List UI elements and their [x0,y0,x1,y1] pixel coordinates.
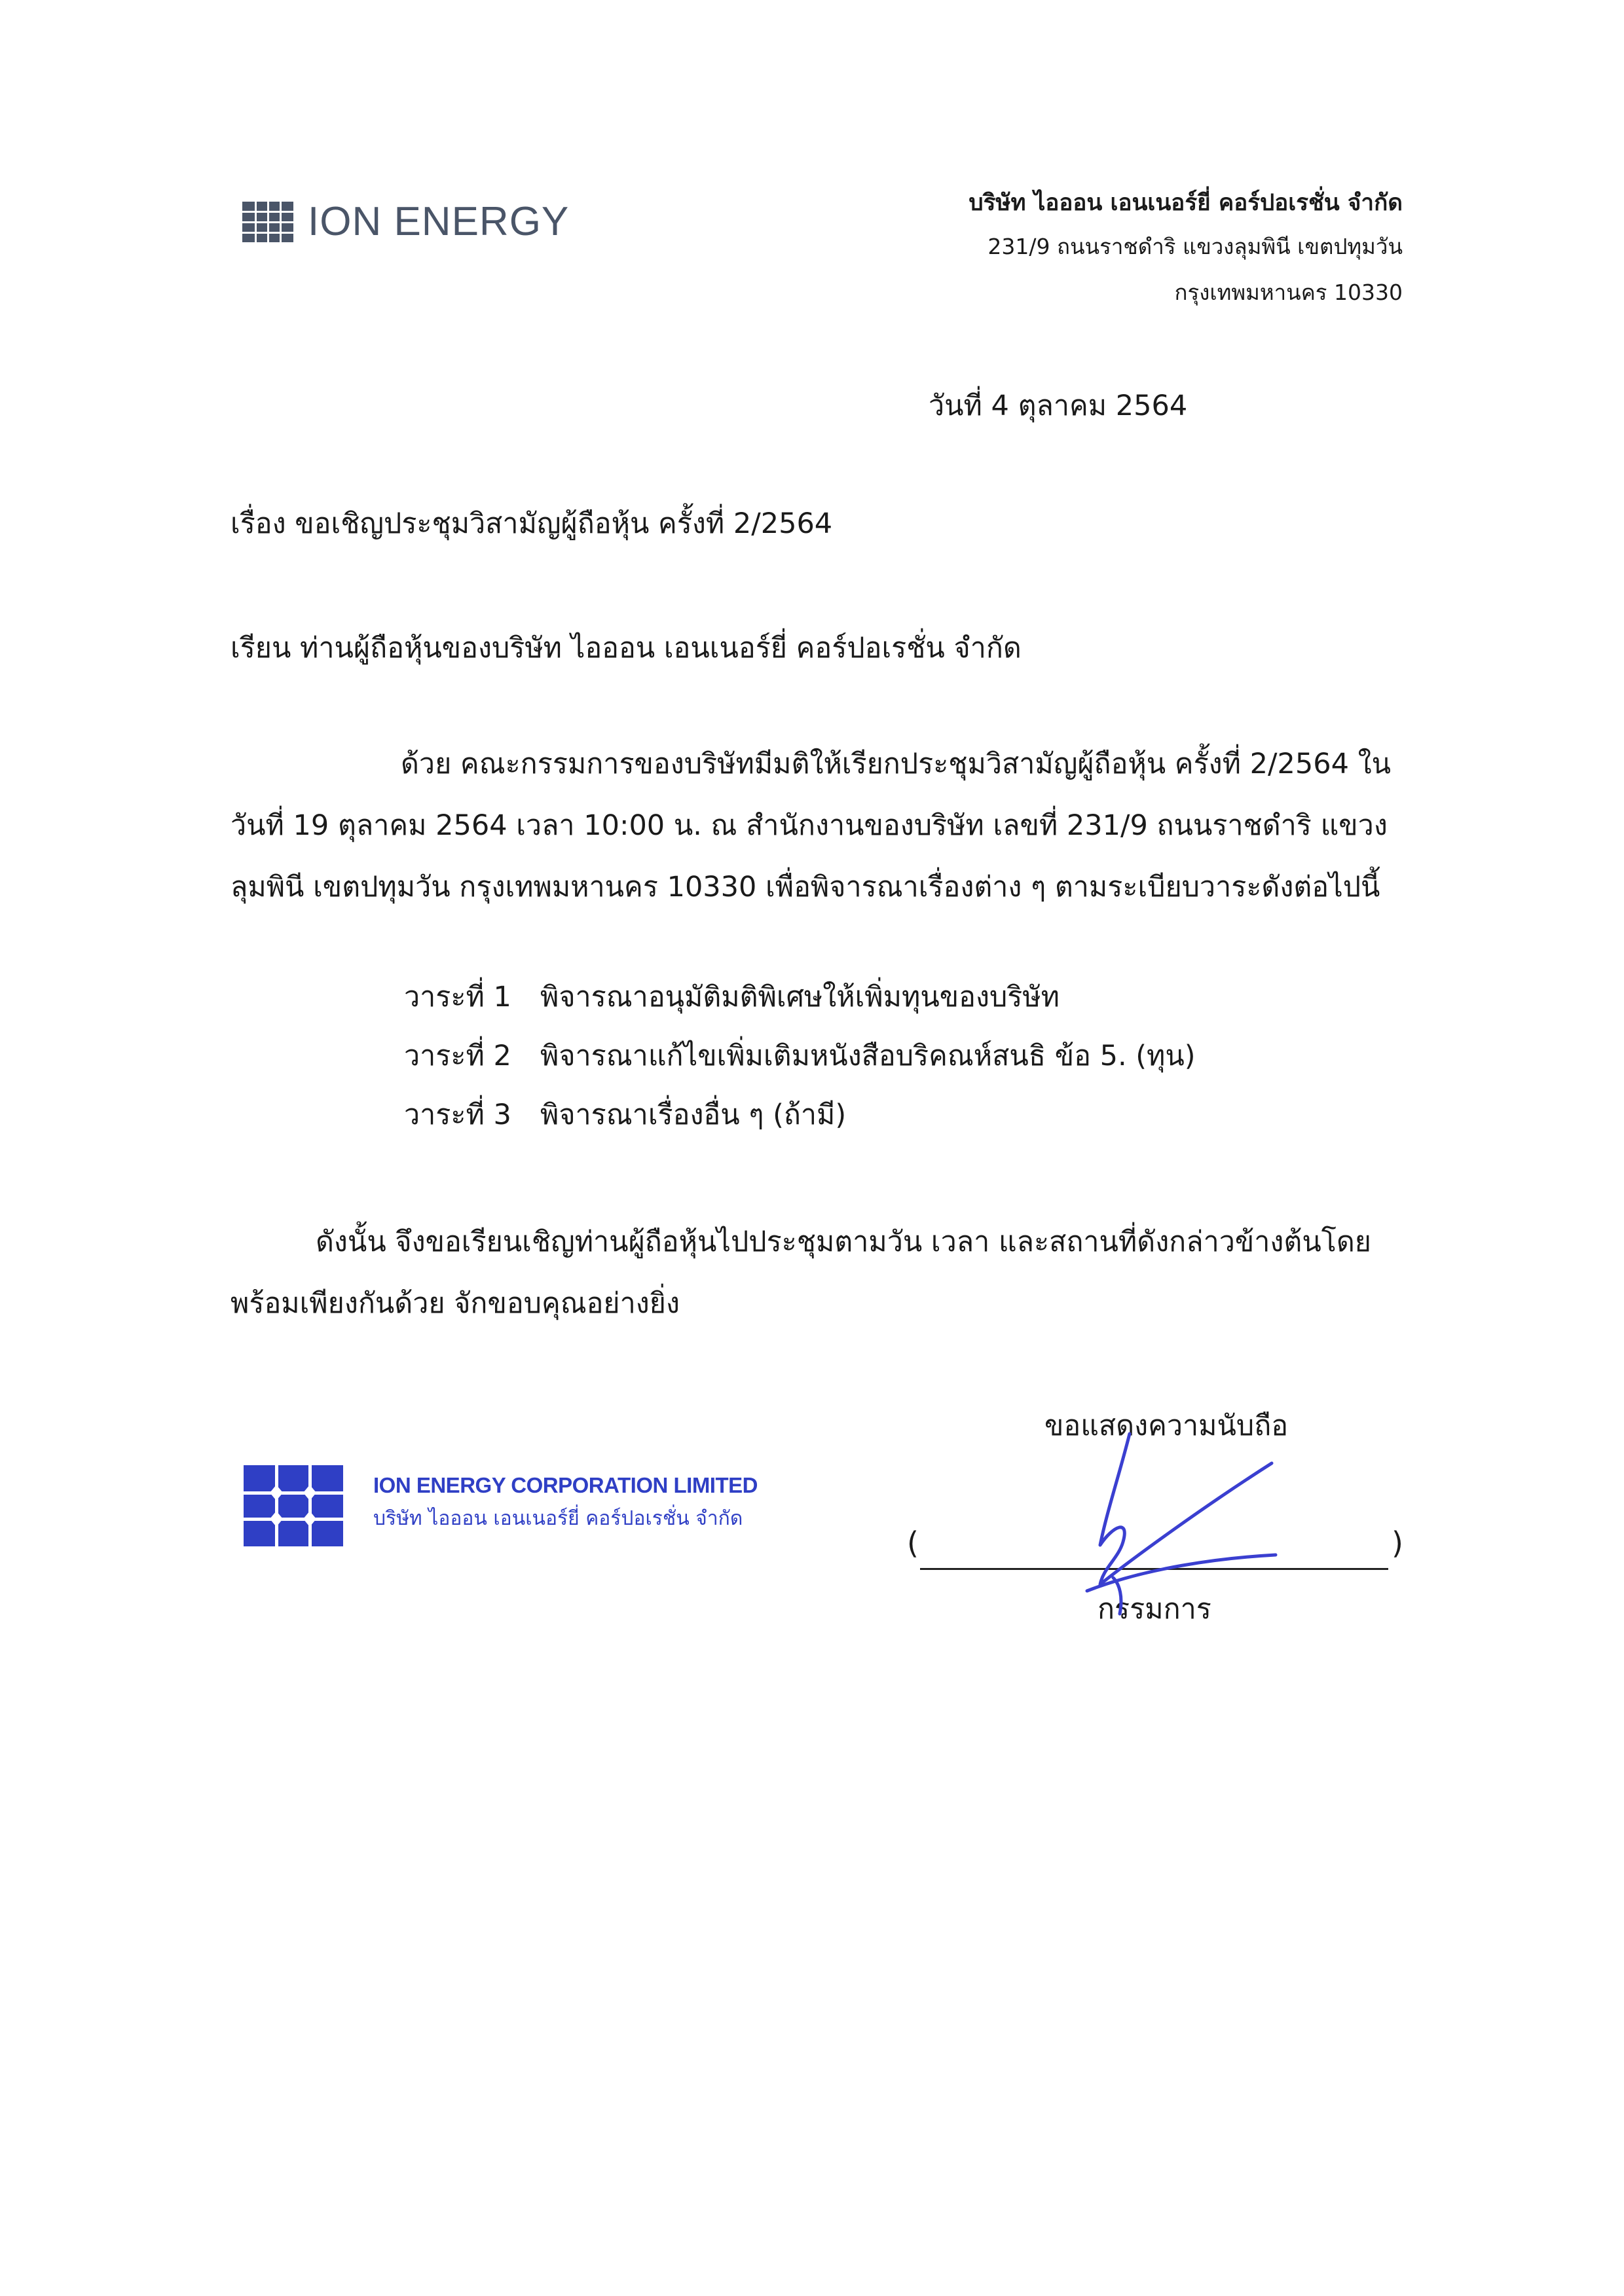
signature-paren-close: ) [1392,1525,1403,1561]
closing-text: ขอแสดงความนับถือ [1044,1410,1289,1442]
corporate-grid-icon [244,1465,343,1546]
signatory-role: กรรมการ [1098,1593,1211,1626]
body-paragraph-2: ดังนั้น จึงขอเรียนเชิญท่านผู้ถือหุ้นไปประชุมตามวัน เวลา และสถานที่ดังกล่าวข้างต้นโดยพร้อมเพียงกันด้วย จักขอบคุณอย่างยิ่ง [231,1226,1371,1320]
body-paragraph-1: ด้วย คณะกรรมการของบริษัทมีมติให้เรียกประชุมวิสามัญผู้ถือหุ้น ครั้งที่ 2/2564 ในวันที่ 19 ตุลาคม 2564 เวลา 10:00 น. ณ สำนักงานของบริษัท เลขที่ 231/9 ถนนราชดำริ แขวงลุมพินี เขตปทุมวัน กรุงเทพมหานคร 10330 เพื่อพิจารณาเรื่องต่าง ๆ ตามระเบียบวาระดังต่อไปนี้ [231,748,1392,903]
agenda-number: วาระที่ 2 [404,1040,511,1072]
handwritten-signature [1067,1427,1283,1624]
agenda-number: วาระที่ 3 [404,1099,511,1131]
agenda-text: พิจารณาแก้ไขเพิ่มเติมหนังสือบริคณห์สนธิ ข้อ 5. (ทุน) [540,1040,1196,1072]
company-address-line2: กรุงเทพมหานคร 10330 [1174,280,1403,305]
agenda-item [404,1092,846,1137]
agenda-item [404,974,1060,1019]
brand-name: ION ENERGY [308,199,570,244]
solar-panel-icon [242,202,293,242]
signature-paren-open: ( [907,1525,919,1561]
company-name: บริษัท ไอออน เอนเนอร์ยี่ คอร์ปอเรชั่น จำกัด [969,190,1403,216]
corporate-stamp-logo [244,1465,343,1549]
stamp-name-en: ION ENERGY CORPORATION LIMITED [373,1473,758,1497]
letter-subject: เรื่อง ขอเชิญประชุมวิสามัญผู้ถือหุ้น ครั้งที่ 2/2564 [231,507,833,540]
agenda-text: พิจารณาอนุมัติมติพิเศษให้เพิ่มทุนของบริษัท [540,981,1060,1013]
corporate-stamp-text [373,1473,758,1534]
company-address-line1: 231/9 ถนนราชดำริ แขวงลุมพินี เขตปทุมวัน [987,234,1403,259]
letterhead-logo [242,198,569,245]
letter-salutation: เรียน ท่านผู้ถือหุ้นของบริษัท ไอออน เอนเนอร์ยี่ คอร์ปอเรชั่น จำกัด [231,632,1022,665]
agenda-text: พิจารณาเรื่องอื่น ๆ (ถ้ามี) [540,1099,847,1131]
agenda-number: วาระที่ 1 [404,981,511,1013]
agenda-item [404,1033,1196,1078]
stamp-name-th: บริษัท ไอออน เอนเนอร์ยี่ คอร์ปอเรชั่น จำกัด [373,1507,743,1530]
letter-date: วันที่ 4 ตุลาคม 2564 [929,390,1188,422]
